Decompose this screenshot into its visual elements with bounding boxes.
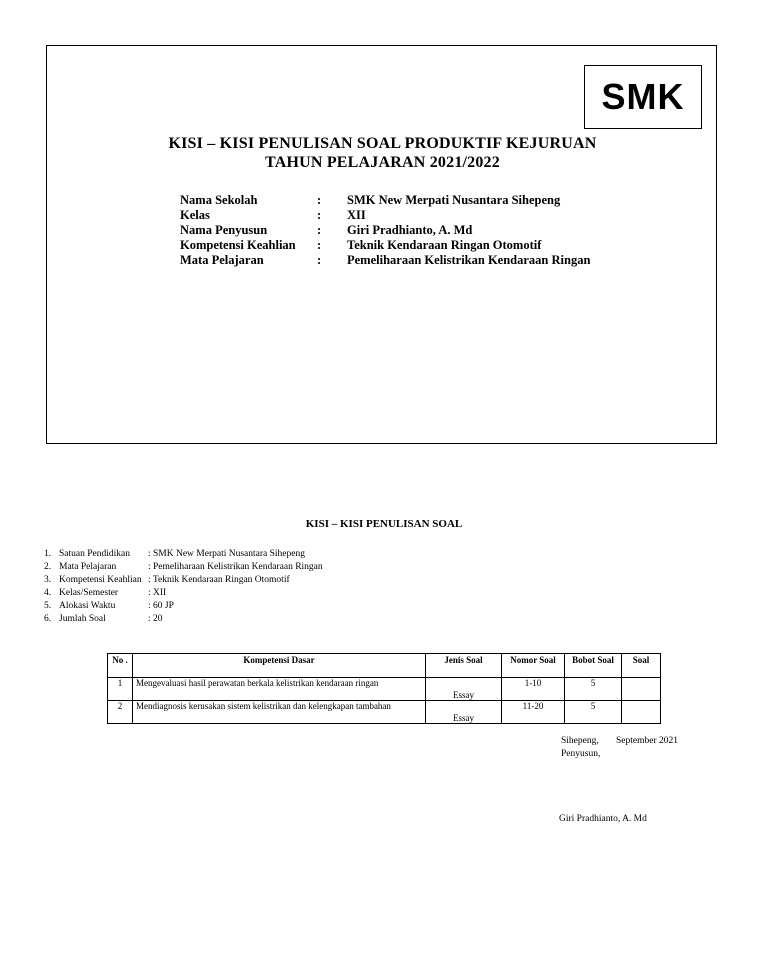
list-item [44,600,323,613]
list-item [44,574,323,587]
table-row [108,701,661,724]
signature-date: September 2021 [616,736,679,746]
meta-value: : 20 [148,614,163,624]
meta-value: : XII [148,588,167,598]
signature-role: Penyusun, [561,749,601,759]
info-colon: : [317,223,322,237]
signature-name: Giri Pradhianto, A. Md [559,814,647,824]
cell-bobot-soal: 5 [565,678,622,701]
cell-jenis-soal: Essay [426,678,502,701]
info-label: Kelas [180,208,210,222]
list-item [44,587,323,600]
cover-title: KISI – KISI PENULISAN SOAL PRODUKTIF KEJURUAN [168,135,597,152]
info-label: Mata Pelajaran [180,253,264,267]
list-item [44,548,323,561]
info-label: Nama Penyusun [180,223,268,237]
meta-number: 6. [44,614,52,624]
kisi-table [107,653,661,724]
meta-label: Satuan Pendidikan [59,549,130,559]
meta-number: 1. [44,549,52,559]
meta-label: Mata Pelajaran [59,562,117,572]
header-no: No . [108,654,133,678]
cell-no: 1 [108,678,133,701]
signature-place: Sihepeng, [561,736,599,746]
info-value: SMK New Merpati Nusantara Sihepeng [347,193,561,207]
cover-page [46,45,717,444]
logo-text: SMK [601,76,685,117]
header-kompetensi-dasar: Kompetensi Dasar [133,654,426,678]
info-colon: : [317,208,322,222]
table-row [108,678,661,701]
header-jenis-soal: Jenis Soal [426,654,502,678]
meta-number: 3. [44,575,52,585]
meta-label: Kelas/Semester [59,588,119,598]
info-value: Giri Pradhianto, A. Md [347,223,473,237]
section-title: KISI – KISI PENULISAN SOAL [305,518,463,530]
cell-jenis-soal: Essay [426,701,502,724]
info-row-nama-penyusun [180,223,590,238]
info-value: Teknik Kendaraan Ringan Otomotif [347,238,542,252]
info-value: XII [347,208,366,222]
meta-value: : Teknik Kendaraan Ringan Otomotif [148,575,290,585]
info-colon: : [317,193,322,207]
meta-number: 5. [44,601,52,611]
meta-value: : Pemeliharaan Kelistrikan Kendaraan Ringan [148,562,323,572]
cell-kompetensi-dasar: Mendiagnosis kerusakan sistem kelistrikan dan kelengkapan tambahan [133,701,426,724]
cell-kompetensi-dasar: Mengevaluasi hasil perawatan berkala kelistrikan kendaraan ringan [133,678,426,701]
header-soal: Soal [622,654,661,678]
meta-label: Jumlah Soal [59,614,106,624]
info-value: Pemeliharaan Kelistrikan Kendaraan Ringan [347,253,591,267]
cell-nomor-soal: 11-20 [502,701,565,724]
info-row-mata-pelajaran [180,253,590,268]
cell-soal [622,701,661,724]
cell-no: 2 [108,701,133,724]
list-item [44,613,323,626]
meta-number: 4. [44,588,52,598]
meta-value: : 60 JP [148,601,174,611]
cover-info [180,193,590,268]
info-row-kompetensi [180,238,590,253]
cell-bobot-soal: 5 [565,701,622,724]
info-colon: : [317,253,322,267]
school-logo [584,65,702,129]
header-nomor-soal: Nomor Soal [502,654,565,678]
cell-soal [622,678,661,701]
info-colon: : [317,238,322,252]
table-header-row [108,654,661,678]
meta-list [44,548,323,626]
info-row-nama-sekolah [180,193,590,208]
info-label: Nama Sekolah [180,193,258,207]
list-item [44,561,323,574]
meta-label: Alokasi Waktu [59,601,116,611]
meta-value: : SMK New Merpati Nusantara Sihepeng [148,549,305,559]
meta-number: 2. [44,562,52,572]
header-bobot-soal: Bobot Soal [565,654,622,678]
info-label: Kompetensi Keahlian [180,238,296,252]
info-row-kelas [180,208,590,223]
cover-subtitle: TAHUN PELAJARAN 2021/2022 [265,154,500,171]
meta-label: Kompetensi Keahlian [59,575,142,585]
cell-nomor-soal: 1-10 [502,678,565,701]
